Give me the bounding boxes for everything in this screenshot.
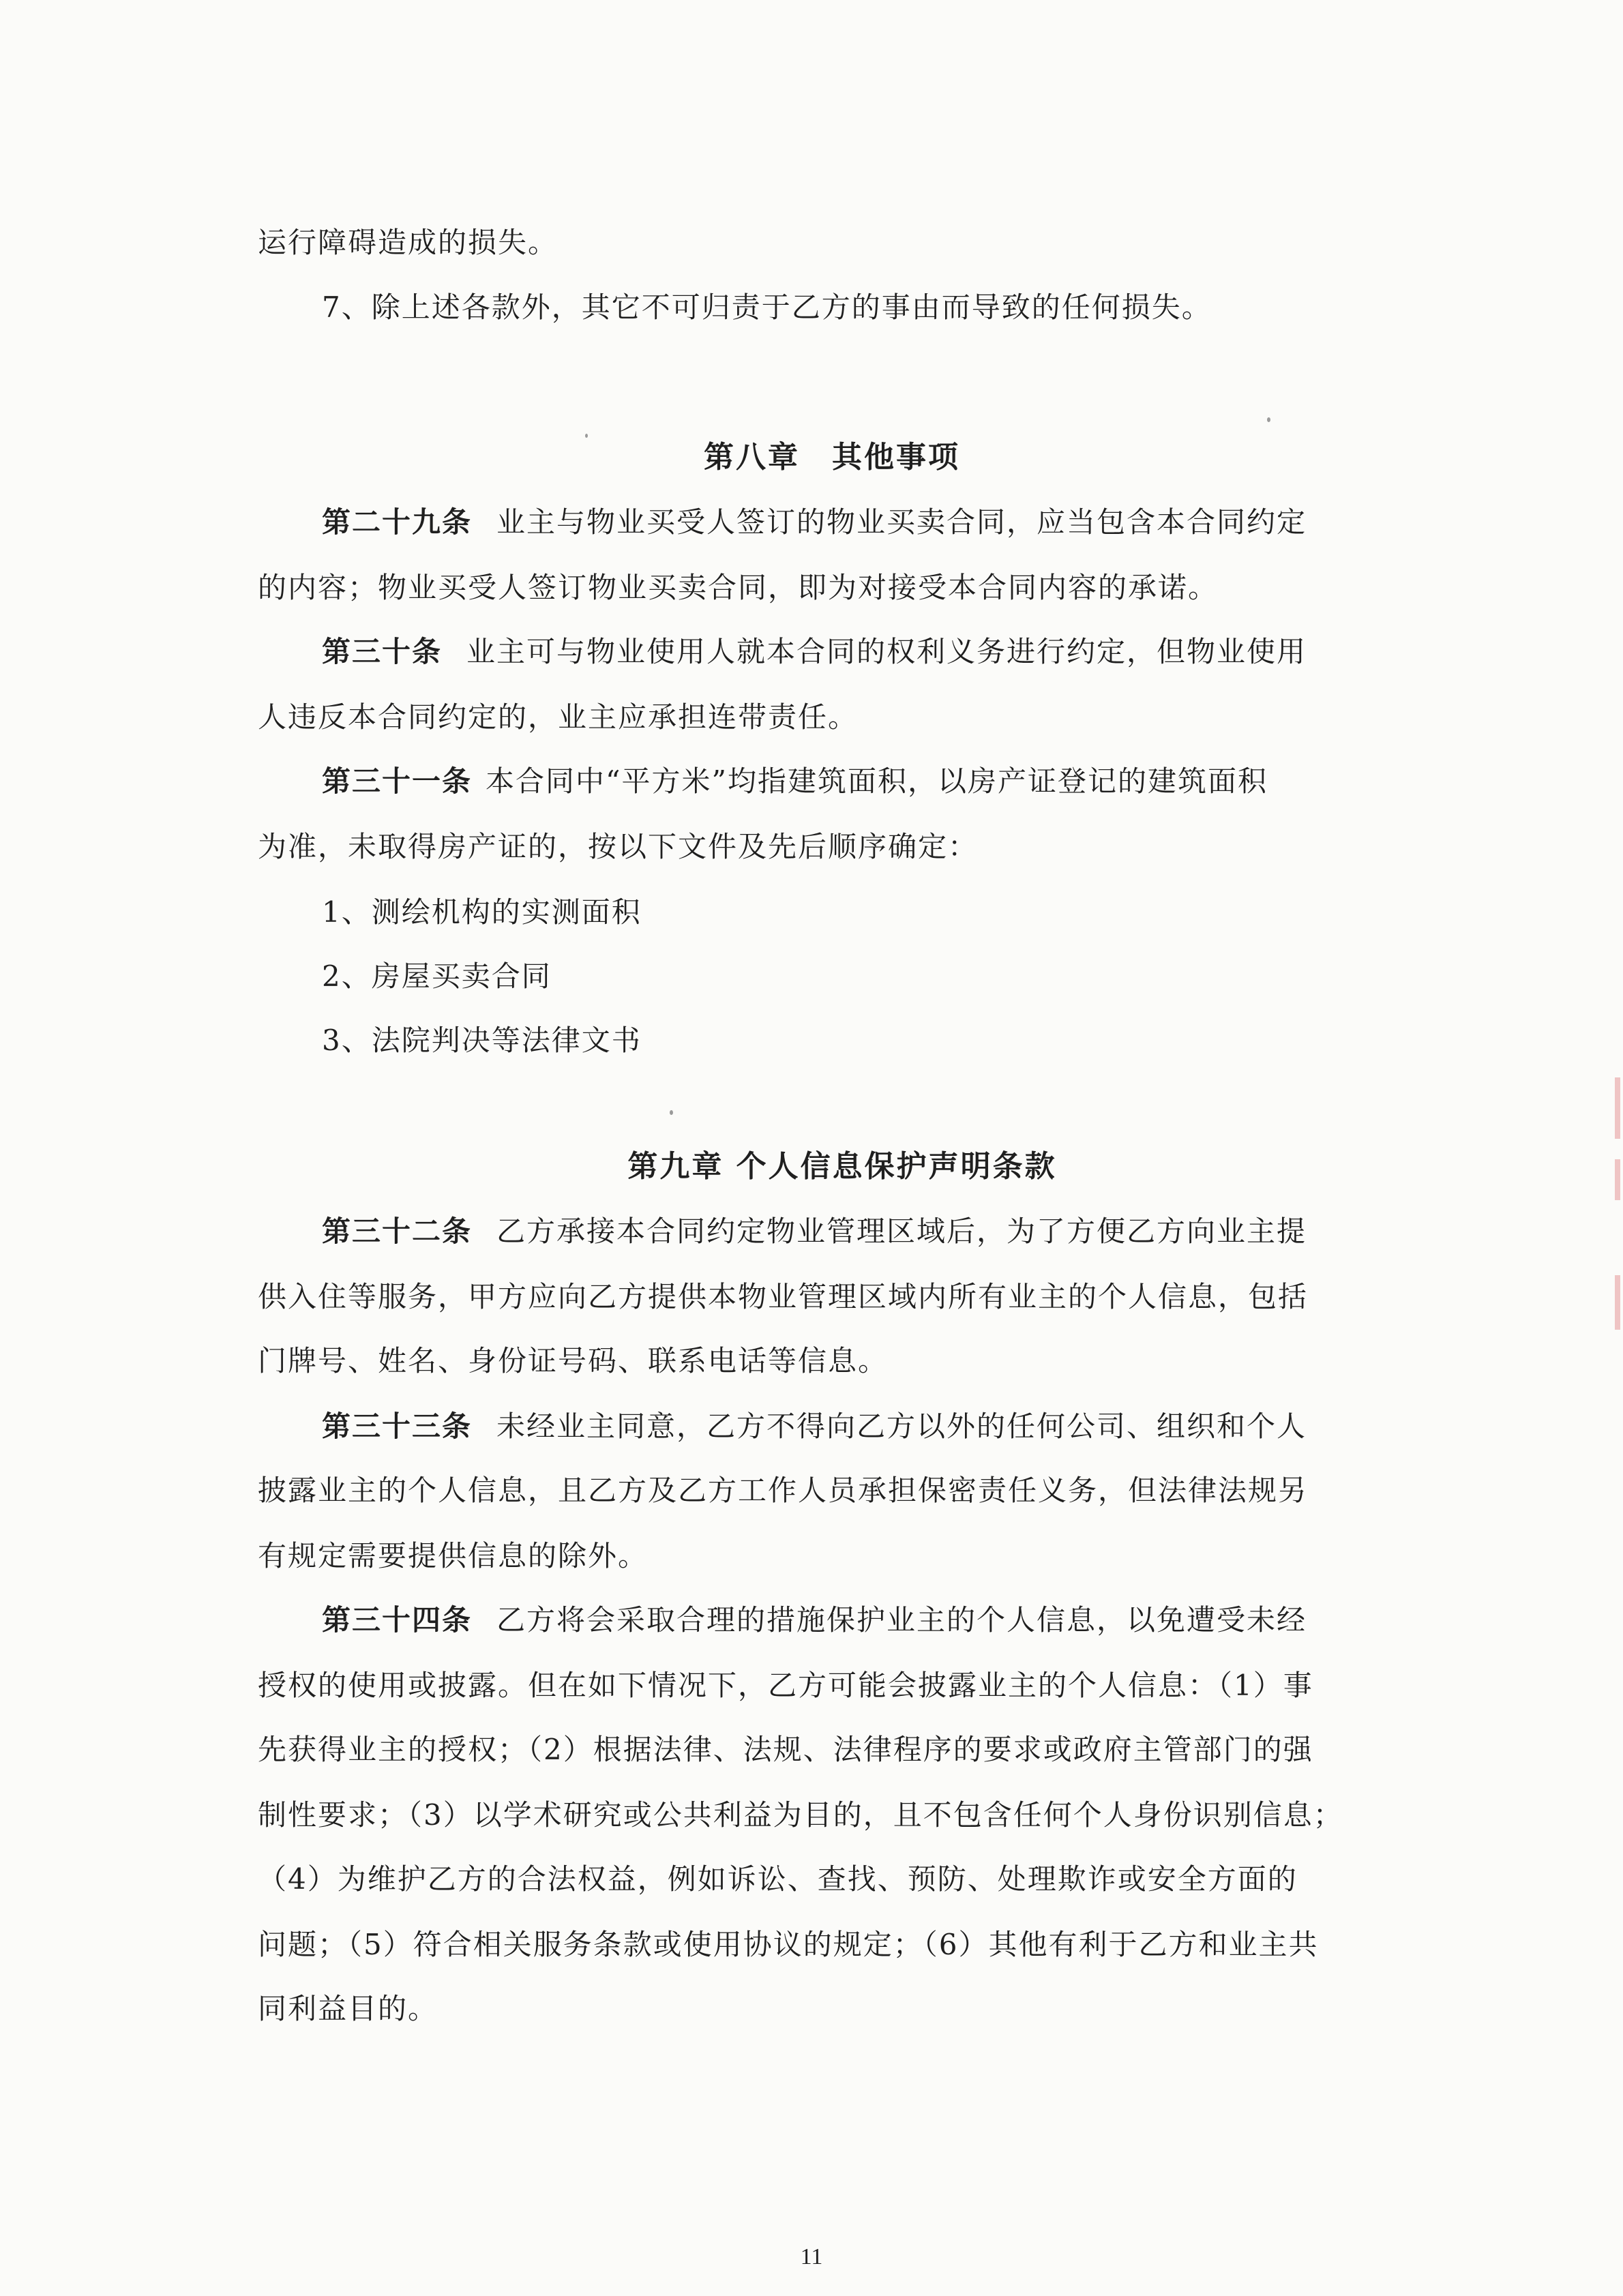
scan-speck [585,434,588,438]
chapter-8-heading: 第八章 其他事项 [704,440,960,475]
text-line: 7、除上述各款外，其它不可归责于乙方的事由而导致的任何损失。 [322,290,1212,324]
article-33 [322,1409,1307,1444]
article-label: 第三十二条 [322,1214,473,1248]
scan-speck [670,1110,673,1115]
text-line: 的内容；物业买受人签订物业买卖合同，即为对接受本合同内容的承诺。 [258,571,1219,604]
text-line: 供入住等服务，甲方应向乙方提供本物业管理区域内所有业主的个人信息，包括 [258,1280,1309,1313]
list-item: 3、法院判决等法律文书 [322,1024,642,1057]
text-line: 先获得业主的授权；（2）根据法律、法规、法律程序的要求或政府主管部门的强 [258,1733,1313,1766]
text-line: 披露业主的个人信息，且乙方及乙方工作人员承担保密责任义务，但法律法规另 [258,1474,1309,1507]
article-label: 第二十九条 [322,505,473,539]
page-number: 11 [800,2244,823,2269]
article-text: 本合同中“平方米”均指建筑面积，以房产证登记的建筑面积 [486,764,1268,798]
article-34 [322,1602,1307,1638]
article-text: 业主可与物业使用人就本合同的权利义务进行约定，但物业使用 [466,635,1307,668]
text-line: 同利益目的。 [258,1992,438,2025]
text-line: 授权的使用或披露。但在如下情况下，乙方可能会披露业主的个人信息：（1）事 [258,1669,1313,1702]
text-line: 人违反本合同约定的，业主应承担连带责任。 [258,700,859,734]
article-label: 第三十三条 [322,1410,473,1443]
article-label: 第三十条 [322,635,443,668]
seal-edge-mark [1615,1275,1620,1330]
article-text: 乙方承接本合同约定物业管理区域后，为了方便乙方向业主提 [496,1214,1307,1248]
article-text: 未经业主同意，乙方不得向乙方以外的任何公司、组织和个人 [496,1410,1307,1443]
article-label: 第三十一条 [322,764,473,798]
article-text: 乙方将会采取合理的措施保护业主的个人信息，以免遭受未经 [496,1603,1307,1637]
article-29 [322,505,1307,540]
chapter-9-heading: 第九章 个人信息保护声明条款 [627,1149,1057,1184]
text-line: 门牌号、姓名、身份证号码、联系电话等信息。 [258,1344,889,1377]
article-text: 业主与物业买受人签订的物业买卖合同，应当包含本合同约定 [496,505,1307,539]
text-line: 有规定需要提供信息的除外。 [258,1539,649,1572]
seal-edge-mark [1615,1159,1620,1200]
scan-speck [1267,417,1270,422]
article-label: 第三十四条 [322,1603,473,1637]
list-item: 1、测绘机构的实测面积 [322,895,642,929]
text-line: 运行障碍造成的损失。 [258,226,559,259]
text-line: （4）为维护乙方的合法权益，例如诉讼、查找、预防、处理欺诈或安全方面的 [258,1862,1298,1896]
text-line: 制性要求；（3）以学术研究或公共利益为目的，且不包含任何个人身份识别信息； [258,1798,1343,1832]
text-line: 问题；（5）符合相关服务条款或使用协议的规定；（6）其他有利于乙方和业主共 [258,1928,1319,1961]
text-line: 为准，未取得房产证的，按以下文件及先后顺序确定： [258,830,979,863]
seal-edge-mark [1615,1077,1620,1139]
list-item: 2、房屋买卖合同 [322,959,552,993]
article-32 [322,1214,1307,1249]
article-30 [322,634,1307,670]
article-31 [322,764,1268,799]
